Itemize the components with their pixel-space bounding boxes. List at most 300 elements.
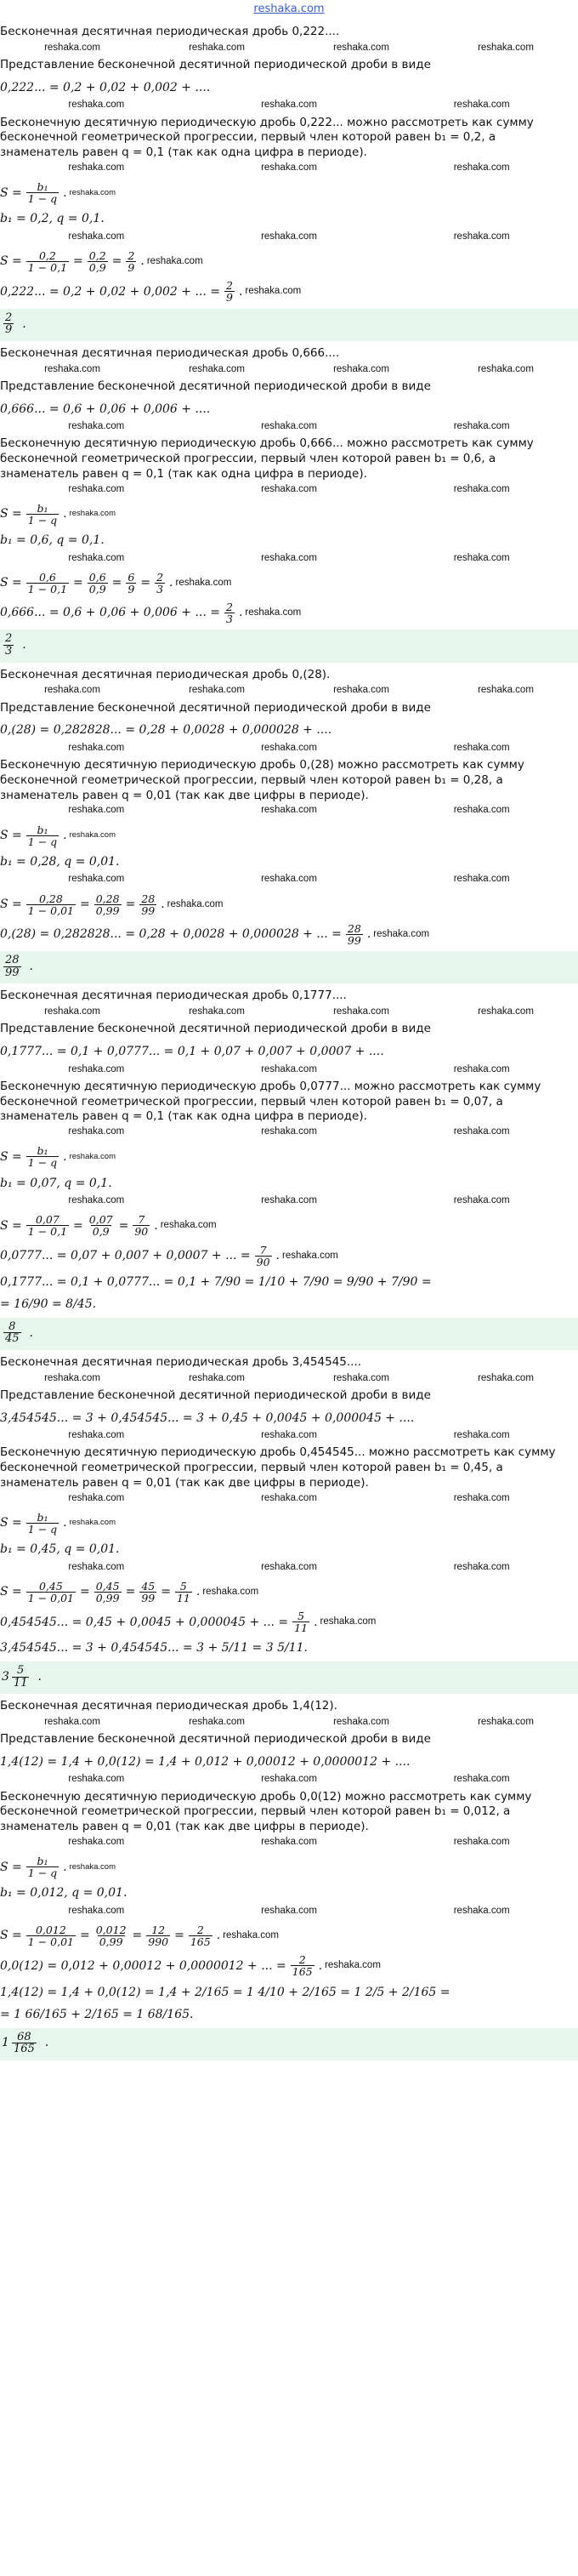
watermark-text: reshaka.com xyxy=(261,552,317,563)
fraction-denominator: 0,99 xyxy=(99,1935,123,1949)
fraction xyxy=(224,601,235,624)
progression-explanation: Бесконечную десятичную периодическую дробь 0,0(12) можно рассмотреть как сумму бесконечной геометрической прогрессии, первый член которой равен b₁ = 0,012, а знаменатель равен q = 0,01 (так как две цифры в периоде). xyxy=(0,1789,532,1834)
watermark-text: reshaka.com xyxy=(68,100,125,111)
watermark-text: reshaka.com xyxy=(453,1905,510,1916)
watermark-text: reshaka.com xyxy=(261,231,317,242)
watermark-text: reshaka.com xyxy=(453,100,510,111)
watermark-text: reshaka.com xyxy=(333,1716,389,1727)
fraction xyxy=(94,893,122,916)
equals: = xyxy=(174,1929,184,1943)
fraction xyxy=(126,250,136,273)
fraction xyxy=(139,893,156,916)
fraction-denominator: 1 − q xyxy=(27,835,58,848)
formula-lhs: S = xyxy=(0,185,22,200)
fraction xyxy=(3,633,14,657)
fraction xyxy=(88,1214,115,1237)
watermark-text: reshaka.com xyxy=(44,1006,100,1017)
watermark-text: reshaka.com xyxy=(245,607,302,618)
fraction-denominator: 1 − q xyxy=(27,1523,58,1536)
watermark-row xyxy=(0,162,578,174)
fraction xyxy=(139,1581,156,1604)
fraction xyxy=(26,181,59,204)
fraction-numerator: 2 xyxy=(128,249,135,263)
fraction xyxy=(26,1512,59,1535)
formula-lhs: S = xyxy=(0,254,22,269)
representation-expression: 0,(28) = 0,282828... = 0,28 + 0,0028 + 0,000028 + .... xyxy=(0,723,332,738)
solution-section xyxy=(0,1355,578,1694)
fraction-denominator: 1 − 0,1 xyxy=(27,582,68,596)
watermark-row xyxy=(0,1194,578,1207)
fraction-numerator: 2 xyxy=(5,311,13,324)
problem-statement: Бесконечная десятичная периодическая дробь 1,4(12). xyxy=(0,1699,337,1713)
watermark-text: reshaka.com xyxy=(453,162,510,174)
period: . xyxy=(216,1929,221,1943)
watermark-text: reshaka.com xyxy=(68,1195,125,1206)
fraction-denominator: 11 xyxy=(176,1592,190,1605)
formula-lhs: S = xyxy=(0,1149,22,1164)
fraction-denominator: 165 xyxy=(190,1935,211,1949)
watermark-text: reshaka.com xyxy=(453,1561,510,1572)
watermark-row xyxy=(0,804,578,817)
fraction-numerator: 7 xyxy=(138,1213,145,1227)
equals: = xyxy=(140,576,151,590)
sum-result xyxy=(0,1954,578,1977)
fraction-numerator: 0,07 xyxy=(88,1213,113,1227)
sum-calculation xyxy=(0,893,578,916)
watermark-text: reshaka.com xyxy=(69,1861,116,1872)
fraction xyxy=(3,312,14,336)
watermark-text: reshaka.com xyxy=(333,363,389,374)
watermark-text: reshaka.com xyxy=(189,1372,245,1383)
fraction-numerator: b₁ xyxy=(37,1511,48,1525)
watermark-text: reshaka.com xyxy=(189,1716,245,1727)
formula-lhs: S = xyxy=(0,829,22,843)
watermark-text: reshaka.com xyxy=(44,1372,100,1383)
watermark-text: reshaka.com xyxy=(282,1250,338,1261)
watermark-text: reshaka.com xyxy=(68,1492,125,1503)
watermark-text: reshaka.com xyxy=(68,1126,125,1137)
sum-result xyxy=(0,280,578,303)
watermark-text: reshaka.com xyxy=(223,1930,280,1941)
watermark-text: reshaka.com xyxy=(68,1063,125,1074)
formula-lhs: S = xyxy=(0,1218,22,1233)
representation-intro: Представление бесконечной десятичной периодической дроби в виде xyxy=(0,1022,431,1036)
equals: = xyxy=(111,254,122,269)
fraction-numerator: 0,2 xyxy=(38,249,56,263)
fraction-numerator: 2 xyxy=(156,570,164,584)
solution-section xyxy=(0,989,578,1350)
watermark-row xyxy=(0,1773,578,1786)
answer-box xyxy=(0,630,578,662)
result-expression: 0,454545... = 0,45 + 0,0045 + 0,000045 + ... = xyxy=(0,1615,289,1629)
equals: = xyxy=(73,576,83,590)
mixed-number xyxy=(2,2032,38,2055)
fraction-numerator: 0,28 xyxy=(95,892,120,905)
watermark-text: reshaka.com xyxy=(453,231,510,242)
fraction xyxy=(224,280,235,303)
sum-result xyxy=(0,1245,578,1268)
fraction xyxy=(26,503,59,526)
watermark-text: reshaka.com xyxy=(478,1716,534,1727)
progression-explanation: Бесконечную десятичную периодическую дробь 0,0777... можно рассмотреть как сумму бесконечной геометрической прогрессии, первый член которой равен b₁ = 0,07, а знаменатель равен q = 0,1 (так как одна цифра в периоде). xyxy=(0,1079,541,1124)
answer-box xyxy=(0,951,578,983)
watermark-row xyxy=(0,483,578,496)
formula-lhs: S = xyxy=(0,1929,22,1943)
period: . xyxy=(140,254,144,269)
watermark-text: reshaka.com xyxy=(261,162,317,174)
period: . xyxy=(275,1248,280,1262)
watermark-text: reshaka.com xyxy=(478,1372,534,1383)
watermark-row xyxy=(0,1006,578,1018)
period: . xyxy=(63,1149,67,1164)
fraction xyxy=(26,1581,76,1604)
watermark-text: reshaka.com xyxy=(69,830,116,840)
sum-calculation xyxy=(0,250,578,273)
fraction-numerator: b₁ xyxy=(37,1144,48,1158)
representation-intro: Представление бесконечной десятичной периодической дроби в виде xyxy=(0,379,431,393)
fraction xyxy=(291,1954,314,1977)
fraction-numerator: 0,012 xyxy=(95,1923,127,1937)
watermark-text: reshaka.com xyxy=(261,805,317,816)
watermark-row xyxy=(0,1492,578,1505)
formula-lhs: S = xyxy=(0,1516,22,1530)
fraction-numerator: b₁ xyxy=(37,180,48,194)
watermark-text: reshaka.com xyxy=(68,742,125,753)
equals: = xyxy=(80,897,90,911)
fraction xyxy=(133,1214,150,1237)
answer-box xyxy=(0,1318,578,1350)
watermark-text: reshaka.com xyxy=(333,1372,389,1383)
watermark-text: reshaka.com xyxy=(453,421,510,432)
sum-calculation xyxy=(0,1924,578,1947)
sum-formula xyxy=(0,1855,578,1878)
fraction-numerator: b₁ xyxy=(37,823,48,836)
equals: = xyxy=(73,254,83,269)
watermark-text: reshaka.com xyxy=(189,1006,245,1017)
fraction-denominator: 11 xyxy=(13,1676,28,1690)
fraction-denominator: 90 xyxy=(134,1225,149,1239)
fraction-numerator: 5 xyxy=(17,1663,25,1677)
watermark-text: reshaka.com xyxy=(261,1561,317,1572)
representation-intro: Представление бесконечной десятичной периодической дроби в виде xyxy=(0,58,431,72)
fraction-numerator: 68 xyxy=(17,2030,31,2043)
period: . xyxy=(63,1860,67,1874)
formula-lhs: S = xyxy=(0,1585,22,1599)
fraction-denominator: 0,99 xyxy=(95,1592,120,1605)
problem-statement: Бесконечная десятичная периодическая дробь 0,222.... xyxy=(0,25,340,39)
solution-sections xyxy=(0,25,578,2060)
representation-intro: Представление бесконечной десятичной периодической дроби в виде xyxy=(0,700,431,715)
watermark-text: reshaka.com xyxy=(453,1492,510,1503)
fraction-denominator: 0,9 xyxy=(88,261,106,275)
fraction-denominator: 3 xyxy=(156,582,164,596)
sum-calculation xyxy=(0,572,578,595)
sum-formula xyxy=(0,1145,578,1168)
fraction-numerator: 0,012 xyxy=(35,1923,66,1937)
answer-box xyxy=(0,1661,578,1694)
watermark-text: reshaka.com xyxy=(44,1716,100,1727)
fraction-numerator: 6 xyxy=(128,570,135,584)
watermark-text: reshaka.com xyxy=(261,100,317,111)
watermark-text: reshaka.com xyxy=(189,685,245,696)
watermark-text: reshaka.com xyxy=(261,1063,317,1074)
watermark-text: reshaka.com xyxy=(261,1126,317,1137)
watermark-text: reshaka.com xyxy=(68,231,125,242)
fraction-denominator: 165 xyxy=(292,1965,313,1979)
watermark-text: reshaka.com xyxy=(453,1063,510,1074)
fraction-denominator: 9 xyxy=(128,582,135,596)
watermark-text: reshaka.com xyxy=(68,1837,125,1848)
fraction-denominator: 9 xyxy=(226,291,233,305)
fraction-denominator: 3 xyxy=(5,644,13,658)
period: . xyxy=(63,507,67,521)
sum-formula xyxy=(0,824,578,847)
fraction-denominator: 1 − q xyxy=(27,192,58,206)
watermark-row xyxy=(0,1905,578,1918)
progression-values: b₁ = 0,6, q = 0,1. xyxy=(0,533,105,548)
period: . xyxy=(29,959,33,973)
watermark-text: reshaka.com xyxy=(453,552,510,563)
fraction-denominator: 99 xyxy=(141,903,156,917)
whole-part: 1 xyxy=(2,2036,9,2050)
fraction-numerator: 12 xyxy=(151,1923,166,1937)
representation-expression: 0,666... = 0,6 + 0,06 + 0,006 + .... xyxy=(0,402,211,416)
watermark-text: reshaka.com xyxy=(261,483,317,494)
fraction-numerator: 5 xyxy=(179,1579,187,1593)
fraction xyxy=(26,1214,69,1237)
fraction xyxy=(88,250,108,273)
fraction-numerator: 2 xyxy=(226,601,233,614)
formula-lhs: S = xyxy=(0,507,22,521)
answer-box xyxy=(0,2028,578,2060)
watermark-text: reshaka.com xyxy=(68,1430,125,1441)
watermark-text: reshaka.com xyxy=(44,42,100,53)
watermark-row xyxy=(0,363,578,376)
period: . xyxy=(22,316,26,331)
result-expression: 0,666... = 0,6 + 0,06 + 0,006 + ... = xyxy=(0,606,220,620)
fraction-denominator: 1 − 0,01 xyxy=(27,1935,74,1949)
watermark-text: reshaka.com xyxy=(478,363,534,374)
progression-values: b₁ = 0,28, q = 0,01. xyxy=(0,854,120,869)
solution-section xyxy=(0,668,578,984)
fraction-numerator: 0,45 xyxy=(38,1579,63,1593)
fraction xyxy=(189,1924,212,1947)
fraction xyxy=(346,923,363,946)
progression-explanation: Бесконечную десятичную периодическую дробь 0,222... можно рассмотреть как сумму бесконечной геометрической прогрессии, первый член которой равен b₁ = 0,2, а знаменатель равен q = 0,1 (так как одна цифра в периоде). xyxy=(0,115,534,160)
period: . xyxy=(29,1325,33,1340)
watermark-text: reshaka.com xyxy=(69,1518,116,1528)
equals: = xyxy=(125,897,136,911)
watermark-text: reshaka.com xyxy=(44,685,100,696)
period: . xyxy=(238,284,243,299)
period: . xyxy=(318,1958,323,1973)
fraction xyxy=(126,572,136,595)
watermark-text: reshaka.com xyxy=(453,1774,510,1785)
watermark-text: reshaka.com xyxy=(160,1220,217,1231)
watermark-text: reshaka.com xyxy=(453,1837,510,1848)
watermark-text: reshaka.com xyxy=(68,421,125,432)
progression-explanation: Бесконечную десятичную периодическую дробь 0,666... можно рассмотреть как сумму бесконечной геометрической прогрессии, первый член которой равен b₁ = 0,6, а знаменатель равен q = 0,1 (так как одна цифра в периоде). xyxy=(0,436,534,481)
sum-calculation xyxy=(0,1214,578,1237)
combined-result: = 16/90 = 8/45. xyxy=(0,1297,97,1312)
watermark-text: reshaka.com xyxy=(261,742,317,753)
watermark-row xyxy=(0,684,578,697)
progression-values: b₁ = 0,45, q = 0,01. xyxy=(0,1542,120,1557)
fraction-numerator: 28 xyxy=(347,921,361,935)
watermark-text: reshaka.com xyxy=(261,1430,317,1441)
fraction xyxy=(26,893,76,916)
formula-lhs: S = xyxy=(0,1860,22,1874)
watermark-text: reshaka.com xyxy=(453,1195,510,1206)
solution-section xyxy=(0,25,578,341)
problem-statement: Бесконечная десятичная периодическая дробь 0,(28). xyxy=(0,667,331,681)
answer-box xyxy=(0,309,578,341)
representation-expression: 3,454545... = 3 + 0,454545... = 3 + 0,45 + 0,0045 + 0,000045 + .... xyxy=(0,1411,415,1425)
fraction-numerator: 5 xyxy=(298,1610,305,1623)
watermark-text: reshaka.com xyxy=(320,1616,377,1627)
watermark-text: reshaka.com xyxy=(69,1151,116,1161)
watermark-row xyxy=(0,231,578,243)
watermark-row xyxy=(0,873,578,886)
fraction xyxy=(94,1924,128,1947)
watermark-text: reshaka.com xyxy=(69,509,116,519)
sum-result xyxy=(0,1610,578,1633)
fraction-numerator: 0,6 xyxy=(88,570,106,584)
watermark-text: reshaka.com xyxy=(261,1905,317,1916)
watermark-text: reshaka.com xyxy=(333,42,389,53)
period: . xyxy=(63,829,67,843)
watermark-text: reshaka.com xyxy=(44,363,100,374)
fraction-denominator: 0,9 xyxy=(88,582,106,596)
fraction-numerator: 0,28 xyxy=(38,892,63,905)
equals: = xyxy=(80,1585,90,1599)
watermark-text: reshaka.com xyxy=(202,1586,259,1597)
fraction-numerator: 2 xyxy=(226,279,233,293)
period: . xyxy=(366,927,371,942)
combined-sum: 1,4(12) = 1,4 + 0,0(12) = 1,4 + 2/165 = 1 4/10 + 2/165 = 1 2/5 + 2/165 = xyxy=(0,1985,450,1999)
watermark-text: reshaka.com xyxy=(68,1905,125,1916)
problem-statement: Бесконечная десятичная периодическая дробь 3,454545.... xyxy=(0,1354,362,1369)
fraction xyxy=(26,1145,59,1168)
period: . xyxy=(154,1218,158,1233)
fraction xyxy=(255,1245,272,1268)
fraction-denominator: 1 − q xyxy=(27,514,58,527)
progression-values: b₁ = 0,012, q = 0,01. xyxy=(0,1886,128,1901)
period: . xyxy=(314,1615,318,1629)
watermark-row xyxy=(0,1561,578,1574)
result-expression: 0,222... = 0,2 + 0,02 + 0,002 + ... = xyxy=(0,284,220,299)
combined-result: = 1 66/165 + 2/165 = 1 68/165. xyxy=(0,2008,194,2022)
watermark-row xyxy=(0,1063,578,1076)
fraction-numerator: 7 xyxy=(259,1243,267,1257)
fraction xyxy=(94,1581,122,1604)
solution-section xyxy=(0,1699,578,2060)
watermark-row xyxy=(0,552,578,565)
fraction-denominator: 45 xyxy=(5,1332,20,1346)
watermark-text: reshaka.com xyxy=(189,42,245,53)
progression-explanation: Бесконечную десятичную периодическую дробь 0,454545... можно рассмотреть как сумму бесконечной геометрической прогрессии, первый член которой равен b₁ = 0,45, а знаменатель равен q = 0,01 (так как две цифры в периоде). xyxy=(0,1445,556,1490)
watermark-row xyxy=(0,1429,578,1442)
sum-calculation xyxy=(0,1581,578,1604)
fraction xyxy=(146,1924,170,1947)
watermark-text: reshaka.com xyxy=(68,1561,125,1572)
watermark-text: reshaka.com xyxy=(261,1492,317,1503)
watermark-row xyxy=(0,742,578,755)
watermark-text: reshaka.com xyxy=(453,1126,510,1137)
watermark-text: reshaka.com xyxy=(146,256,203,267)
fraction-denominator: 1 − 0,1 xyxy=(27,261,68,275)
fraction xyxy=(26,1924,76,1947)
fraction-denominator: 990 xyxy=(148,1935,169,1949)
fraction-denominator: 165 xyxy=(13,2043,35,2056)
fraction-numerator: 2 xyxy=(5,632,13,646)
whole-part: 3 xyxy=(2,1669,9,1684)
combined-sum: 3,454545... = 3 + 0,454545... = 3 + 5/11 = 3 5/11. xyxy=(0,1641,308,1656)
watermark-text: reshaka.com xyxy=(373,928,430,939)
watermark-text: reshaka.com xyxy=(333,685,389,696)
fraction-numerator: 0,45 xyxy=(95,1579,120,1593)
sum-result xyxy=(0,923,578,946)
fraction xyxy=(3,1321,21,1345)
fraction-denominator: 90 xyxy=(256,1255,270,1268)
fraction-denominator: 99 xyxy=(141,1592,156,1605)
watermark-text: reshaka.com xyxy=(68,874,125,885)
watermark-text: reshaka.com xyxy=(68,805,125,816)
representation-intro: Представление бесконечной десятичной периодической дроби в виде xyxy=(0,1732,431,1747)
watermark-text: reshaka.com xyxy=(453,742,510,753)
fraction-numerator: 2 xyxy=(196,1923,204,1937)
watermark-row xyxy=(0,1372,578,1385)
result-expression: 0,0777... = 0,07 + 0,007 + 0,0007 + ... = xyxy=(0,1248,251,1262)
fraction-numerator: 8 xyxy=(8,1319,16,1333)
watermark-text: reshaka.com xyxy=(478,42,534,53)
result-expression: 0,0(12) = 0,012 + 0,00012 + 0,0000012 + ... = xyxy=(0,1958,286,1973)
period: . xyxy=(238,606,243,620)
watermark-row xyxy=(0,420,578,433)
watermark-text: reshaka.com xyxy=(175,577,232,588)
watermark-text: reshaka.com xyxy=(68,162,125,174)
sum-formula xyxy=(0,503,578,526)
fraction-denominator: 99 xyxy=(347,933,361,947)
problem-statement: Бесконечная десятичная периодическая дробь 0,1777.... xyxy=(0,989,347,1003)
mixed-number xyxy=(2,1665,31,1689)
fraction xyxy=(26,250,69,273)
equals: = xyxy=(161,1585,171,1599)
watermark-text: reshaka.com xyxy=(478,685,534,696)
period: . xyxy=(22,638,26,653)
progression-values: b₁ = 0,07, q = 0,1. xyxy=(0,1176,112,1190)
watermark-text: reshaka.com xyxy=(478,1006,534,1017)
fraction-denominator: 99 xyxy=(5,966,20,979)
equals: = xyxy=(125,1585,136,1599)
period: . xyxy=(44,2036,49,2050)
equals: = xyxy=(132,1929,143,1943)
problem-statement: Бесконечная десятичная периодическая дробь 0,666.... xyxy=(0,345,340,360)
fraction-denominator: 0,9 xyxy=(92,1225,110,1239)
watermark-text: reshaka.com xyxy=(245,286,302,297)
watermark-row xyxy=(0,1836,578,1849)
sum-formula xyxy=(0,181,578,204)
fraction-numerator: 0,07 xyxy=(35,1213,60,1227)
watermark-text: reshaka.com xyxy=(261,874,317,885)
fraction-denominator: 9 xyxy=(5,323,13,337)
progression-explanation: Бесконечную десятичную периодическую дробь 0,(28) можно рассмотреть как сумму бесконечной геометрической прогрессии, первый член которой равен b₁ = 0,28, а знаменатель равен q = 0,01 (так как две цифры в периоде). xyxy=(0,758,524,802)
fraction xyxy=(155,572,165,595)
formula-lhs: S = xyxy=(0,897,22,911)
site-title-link[interactable]: reshaka.com xyxy=(253,3,325,15)
fraction xyxy=(3,955,21,978)
fraction xyxy=(292,1610,309,1633)
